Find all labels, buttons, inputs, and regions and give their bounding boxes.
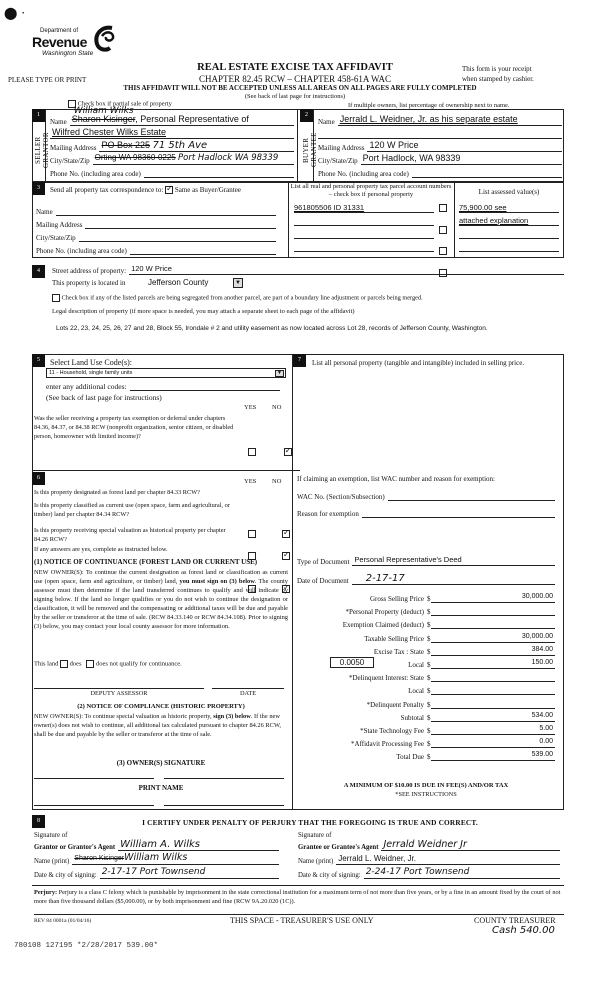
street-address-value: 120 W Price bbox=[129, 263, 564, 275]
buyer-phone-field[interactable] bbox=[318, 167, 562, 178]
currency-symbol: $ bbox=[427, 621, 431, 630]
county-select[interactable]: Jefferson County bbox=[148, 278, 209, 287]
land-use-select[interactable] bbox=[46, 368, 286, 378]
buyer-side-label: BUYER GRANTEE bbox=[302, 132, 318, 168]
amount-row[interactable] bbox=[297, 737, 555, 748]
amount-value: 150.00 bbox=[431, 657, 556, 669]
currency-symbol: $ bbox=[427, 753, 431, 762]
grantor-name-handwritten: William Wilks bbox=[124, 852, 188, 863]
owner-signature-line-1[interactable] bbox=[34, 778, 154, 779]
amount-label: Taxable Selling Price bbox=[364, 634, 424, 643]
currency-symbol: $ bbox=[427, 674, 431, 683]
assessed-value[interactable] bbox=[459, 242, 559, 252]
assessor-date-label: DATE bbox=[239, 690, 257, 697]
assessed-value[interactable]: 75,900.00 see bbox=[459, 203, 559, 213]
land-use-label: Select Land Use Code(s): bbox=[50, 358, 132, 367]
amount-label: *Delinquent Interest: State bbox=[348, 674, 424, 683]
correspondence-name-field[interactable]: Name bbox=[36, 206, 276, 216]
s6-yes-header: YES bbox=[244, 478, 257, 485]
s6-no-header: NO bbox=[272, 478, 282, 485]
amount-row[interactable] bbox=[297, 592, 555, 603]
correspondence-phone-field[interactable]: Phone No. (including area code) bbox=[36, 245, 276, 255]
notice-compliance-title: (2) NOTICE OF COMPLIANCE (HISTORIC PROPERTY) bbox=[77, 703, 245, 710]
amount-row[interactable] bbox=[297, 605, 555, 616]
exemption-reason-field[interactable]: Reason for exemption bbox=[297, 508, 555, 518]
owner-signature-line-2[interactable] bbox=[164, 778, 284, 779]
amount-row[interactable] bbox=[297, 632, 555, 643]
exemption-intro: If claiming an exemption, list WAC number and reason for exemption: bbox=[297, 475, 495, 483]
seller-name-rest: , Personal Representative of bbox=[135, 114, 249, 124]
amount-label: Local bbox=[408, 687, 424, 696]
wac-field[interactable]: WAC No. (Section/Subsection) bbox=[297, 491, 555, 501]
currency-symbol: $ bbox=[427, 700, 431, 709]
legal-description-label: Legal description of property (if more space is needed, you may attach a separate sheet to each page of the affidavit) bbox=[52, 308, 355, 315]
document-date-value: 2-17-17 bbox=[352, 573, 555, 585]
amount-value: 30,000.00 bbox=[431, 631, 556, 643]
personal-property-checkbox[interactable] bbox=[439, 247, 447, 255]
document-type-value: Personal Representative's Deed bbox=[352, 554, 555, 566]
personal-property-checkbox[interactable] bbox=[439, 204, 447, 212]
buyer-mailing-label: Mailing Address bbox=[318, 144, 365, 152]
parcel-number[interactable] bbox=[294, 216, 434, 226]
grantee-signature-field[interactable]: Grantee or Grantee's Agent Jerrald Weidner Jr bbox=[298, 838, 560, 851]
seller-name-line2[interactable]: Wilfred Chester Wilks Estate bbox=[50, 127, 294, 139]
if-yes-note: If any answers are yes, complete as instructed below. bbox=[34, 546, 168, 553]
currency-symbol: $ bbox=[427, 740, 431, 749]
exemption-question: Was the seller receiving a property tax exemption or deferral under chapters 84.36, 84.37, or 84.38 RCW (nonprofit organization, senior citizen, or disabled person, homeowner with limited income)? bbox=[34, 415, 234, 440]
currency-symbol: $ bbox=[427, 713, 431, 722]
form-title: REAL ESTATE EXCISE TAX AFFIDAVIT bbox=[197, 62, 393, 73]
partial-sale-label: Check box if partial sale of property bbox=[77, 100, 172, 108]
seller-phone-label: Phone No. (including area code) bbox=[50, 170, 141, 178]
currency-symbol: $ bbox=[427, 608, 431, 617]
segregated-row: Check box if any of the listed parcels are being segregated from another parcel, are part of a boundary line adjustment or parcels being merged. bbox=[52, 294, 423, 302]
notice-continuance-body: NEW OWNER(S): To continue the current designation as forest land or classification as current use (open space, farm and agriculture, or timber) land, you must sign on (3) below. The county assessor must then determine if the land transferred continues to qualify and will indicate by signing below. If the land no longer qualifies or you do not wish to continue the designation or classification, it will be removed and the compensating or additional taxes will be due and payable by the seller or transferor at the time of sale. (RCW 84.33.140 or RCW 84.34.108). Prior to signing (3) below, you may contact your local county assessor for more information. bbox=[34, 569, 288, 630]
section-5-badge: 5 bbox=[32, 354, 45, 367]
land-use-selected: 11 - Household, single family units bbox=[49, 370, 133, 376]
section-8-badge: 8 bbox=[32, 815, 45, 828]
continuance-row: This land does does not qualify for continuance. bbox=[34, 660, 182, 668]
dor-swoosh-icon bbox=[92, 24, 118, 52]
see-instructions-note: *SEE INSTRUCTIONS bbox=[395, 791, 457, 798]
amount-value bbox=[431, 681, 556, 682]
buyer-mailing-field[interactable] bbox=[318, 140, 562, 152]
assessed-header: List assessed value(s) bbox=[478, 188, 540, 196]
amount-label: *State Technology Fee bbox=[360, 727, 424, 735]
buyer-name-line2[interactable] bbox=[318, 127, 562, 139]
exemption-no-checkbox[interactable] bbox=[284, 448, 292, 456]
dor-logo bbox=[32, 24, 132, 64]
parcel-number[interactable]: 961805506 ID 31331 bbox=[294, 203, 434, 213]
grantee-signature: Jerrald Weidner Jr bbox=[381, 839, 560, 851]
question-text: Is this property classified as current use (open space, farm and agricultural, or timber) land per chapter 84.34 RCW? bbox=[34, 502, 230, 518]
deputy-assessor-label: DEPUTY ASSESSOR bbox=[90, 690, 148, 697]
amount-value: 539.00 bbox=[431, 749, 556, 761]
section-2-badge: 2 bbox=[300, 109, 313, 122]
county-dropdown-icon[interactable]: ▼ bbox=[233, 278, 243, 288]
additional-codes-field[interactable]: enter any additional codes: bbox=[46, 381, 280, 391]
question-yes-checkbox[interactable] bbox=[248, 530, 256, 538]
notice-continuance-title: (1) NOTICE OF CONTINUANCE (FOREST LAND OR CURRENT USE) bbox=[34, 558, 258, 566]
section-1-badge: 1 bbox=[32, 109, 45, 122]
correspondence-city-field[interactable]: City/State/Zip bbox=[36, 232, 276, 242]
assessed-value[interactable] bbox=[459, 229, 559, 239]
amount-value: 5.00 bbox=[431, 723, 556, 735]
multiple-owners-note: If multiple owners, list percentage of ownership next to name. bbox=[348, 102, 510, 109]
form-number: REV 84 0001a (01/04/16) bbox=[34, 918, 92, 924]
amount-value bbox=[431, 615, 556, 616]
grantee-name-value: Jerrald L. Weidner, Jr. bbox=[336, 853, 560, 865]
amount-label: Excise Tax : State bbox=[373, 647, 424, 656]
receipt-note-1: This form is your receipt bbox=[462, 65, 532, 73]
buyer-name-label: Name bbox=[318, 118, 335, 126]
amount-row[interactable] bbox=[297, 671, 555, 682]
currency-symbol: $ bbox=[427, 687, 431, 696]
amount-label: *Personal Property (deduct) bbox=[345, 608, 424, 617]
amount-row[interactable] bbox=[297, 750, 555, 761]
question-no-checkbox[interactable] bbox=[282, 552, 290, 560]
receipt-note-2: when stamped by cashier. bbox=[462, 75, 534, 83]
section-3-badge: 3 bbox=[32, 182, 45, 195]
amount-value: 534.00 bbox=[431, 710, 556, 722]
correspondence-row: Send all property tax correspondence to: ✓ Same as Buyer/Grantee bbox=[50, 186, 241, 194]
certification-statement: I CERTIFY UNDER PENALTY OF PERJURY THAT THE FOREGOING IS TRUE AND CORRECT. bbox=[142, 818, 478, 827]
receipt-stamp: 780108 127195 *2/28/2017 539.00* bbox=[14, 942, 159, 950]
logo-line1: Department of bbox=[40, 28, 79, 34]
grantee-date-value: 2-24-17 Port Townsend bbox=[364, 867, 560, 879]
land-use-see-back: (See back of last page for instructions) bbox=[46, 393, 162, 402]
buyer-name-field[interactable] bbox=[318, 112, 562, 126]
buyer-mailing-value: 120 W Price bbox=[367, 140, 562, 152]
seller-city-field[interactable]: City/State/Zip Orting WA 98360-0225 Port Hadlock WA 98339 bbox=[50, 153, 294, 165]
scan-mark: ⬤ · bbox=[4, 6, 26, 20]
amount-label: Exemption Claimed (deduct) bbox=[342, 621, 424, 630]
amount-value bbox=[431, 708, 556, 709]
section-4-badge: 4 bbox=[32, 265, 45, 278]
seller-name-handwritten: William Wilks bbox=[73, 106, 134, 116]
parties-divider bbox=[297, 109, 298, 182]
buyer-city-label: City/State/Zip bbox=[318, 157, 358, 165]
exemption-yes-checkbox[interactable] bbox=[248, 448, 256, 456]
street-address-field[interactable]: Street address of property: 120 W Price bbox=[52, 264, 564, 275]
seller-side-label: SELLER GRANTOR bbox=[34, 132, 50, 168]
completion-warning: THIS AFFIDAVIT WILL NOT BE ACCEPTED UNLESS ALL AREAS ON ALL PAGES ARE FULLY COMPLETED bbox=[123, 84, 477, 92]
parcel-number[interactable] bbox=[294, 242, 434, 252]
buyer-phone-label: Phone No. (including area code) bbox=[318, 170, 409, 178]
amount-row[interactable] bbox=[297, 684, 555, 695]
seller-mailing-handwritten: 71 5th Ave bbox=[152, 140, 208, 151]
amount-label: *Affidavit Processing Fee bbox=[351, 740, 424, 749]
notice-compliance-body: NEW OWNER(S): To continue special valuation as historic property, sign (3) below. If the new owner(s) does not wish to continue, all additional tax calculated pursuant to chapter 84.26 RCW, shall be due and payable by the seller or transferor at the time of sale. bbox=[34, 713, 281, 738]
county-label: This property is located in bbox=[52, 279, 126, 287]
see-back-note: (See back of last page for instructions) bbox=[244, 93, 346, 100]
amount-value: 0.00 bbox=[431, 736, 556, 748]
section-7-badge: 7 bbox=[293, 354, 306, 367]
cash-note: Cash 540.00 bbox=[492, 925, 555, 936]
assessed-value[interactable]: attached explanation bbox=[459, 216, 559, 226]
parcel-number[interactable] bbox=[294, 229, 434, 239]
seller-mailing-field[interactable]: Mailing Address PO Box 225 71 5th Ave bbox=[50, 140, 294, 152]
same-as-buyer-checkbox[interactable] bbox=[165, 186, 173, 194]
owner-print-line-2[interactable] bbox=[164, 805, 284, 806]
buyer-city-field[interactable] bbox=[318, 153, 562, 165]
amount-row[interactable] bbox=[297, 645, 555, 656]
grantor-date-value: 2-17-17 Port Townsend bbox=[100, 867, 279, 879]
owner-print-line-1[interactable] bbox=[34, 805, 154, 806]
buyer-name-value: Jerrald L. Weidner, Jr. as his separate estate bbox=[338, 114, 562, 126]
grantor-date-field[interactable]: Date & city of signing: 2-17-17 Port Townsend bbox=[34, 867, 279, 879]
amount-row[interactable] bbox=[297, 618, 555, 629]
correspondence-mailing-field[interactable]: Mailing Address bbox=[36, 219, 276, 229]
seller-name-struck: Sharon Kisinger bbox=[71, 114, 136, 124]
does-qualify-checkbox[interactable] bbox=[60, 660, 68, 668]
question-text: Is this property designated as forest land per chapter 84.33 RCW? bbox=[34, 489, 200, 496]
form-chapters: CHAPTER 82.45 RCW – CHAPTER 458-61A WAC bbox=[199, 74, 391, 84]
amount-label: Local bbox=[408, 661, 424, 669]
minimum-due-note: A MINIMUM OF $10.00 IS DUE IN FEE(S) AND/OR TAX bbox=[343, 782, 509, 789]
owner-signature-label: (3) OWNER(S) SIGNATURE bbox=[116, 759, 206, 767]
no-header: NO bbox=[272, 404, 282, 411]
amount-value: 30,000.00 bbox=[431, 591, 556, 603]
currency-symbol: $ bbox=[427, 647, 431, 656]
amount-label: Total Due bbox=[396, 753, 424, 762]
please-type-label: PLEASE TYPE OR PRINT bbox=[8, 76, 87, 84]
seller-name-field[interactable] bbox=[50, 106, 294, 126]
does-not-qualify-checkbox[interactable] bbox=[86, 660, 94, 668]
legal-description-value[interactable]: Lots 22, 23, 24, 25, 26, 27 and 28, Block 55, Irondale # 2 and utility easement as now located across Lot 28, records of Jefferson County, Washington. bbox=[56, 325, 488, 332]
parcels-header: List all real and personal property tax parcel account numbers – check box if personal property bbox=[290, 183, 452, 198]
buyer-city-value: Port Hadlock, WA 98339 bbox=[361, 153, 562, 165]
seller-city-handwritten: Port Hadlock WA 98339 bbox=[178, 153, 279, 163]
amount-row[interactable] bbox=[297, 698, 555, 709]
perjury-notice: Perjury: Perjury is a class C felony which is punishable by imprisonment in the state correctional institution for a maximum term of not more than five years, or by a fine in an amount fixed by the court of not more than five thousand dollars ($5,000.00), or by both imprisonment and fine (RCW 9A.20.020 (1C)). bbox=[34, 889, 561, 905]
yes-header: YES bbox=[244, 404, 257, 411]
local-rate-box[interactable]: 0.0050 bbox=[330, 657, 374, 668]
grantee-date-field[interactable]: Date & city of signing: 2-24-17 Port Townsend bbox=[298, 867, 560, 879]
amount-row[interactable] bbox=[297, 724, 555, 735]
currency-symbol: $ bbox=[427, 661, 431, 669]
grantor-name-field[interactable]: Name (print) Sharon KisingerWilliam Wilks bbox=[34, 853, 279, 865]
amount-label: Gross Selling Price bbox=[369, 595, 424, 603]
personal-property-checkbox[interactable] bbox=[439, 226, 447, 234]
amount-value bbox=[431, 628, 556, 629]
segregated-checkbox[interactable] bbox=[52, 294, 60, 302]
grantor-signature-field[interactable]: Grantor or Grantor's Agent William A. Wilks bbox=[34, 838, 279, 851]
amount-row[interactable] bbox=[297, 658, 555, 669]
amount-value: 384.00 bbox=[431, 644, 556, 656]
treasurer-use-label: THIS SPACE - TREASURER'S USE ONLY bbox=[230, 916, 374, 925]
currency-symbol: $ bbox=[427, 595, 431, 603]
question-no-checkbox[interactable] bbox=[282, 530, 290, 538]
seller-city-label: City/State/Zip bbox=[50, 157, 90, 165]
seller-mailing-label: Mailing Address bbox=[50, 144, 97, 152]
county-treasurer-label: COUNTY TREASURER bbox=[474, 916, 556, 925]
amount-row[interactable] bbox=[297, 711, 555, 722]
personal-property-label: List all personal property (tangible and intangible) included in selling price. bbox=[312, 359, 525, 367]
seller-phone-field[interactable] bbox=[50, 167, 294, 178]
logo-line2: Revenue bbox=[32, 34, 87, 50]
currency-symbol: $ bbox=[427, 634, 431, 643]
amount-label: Subtotal bbox=[400, 713, 424, 722]
assessor-date-line[interactable] bbox=[212, 688, 284, 689]
grantee-name-field[interactable]: Name (print) Jerrald L. Weidner, Jr. bbox=[298, 853, 560, 865]
document-date-field[interactable]: Date of Document 2-17-17 bbox=[297, 573, 555, 585]
land-use-dropdown-icon[interactable]: ▼ bbox=[275, 370, 284, 377]
document-type-field[interactable]: Type of Document Personal Representative's Deed bbox=[297, 555, 555, 566]
logo-line3: Washington State bbox=[42, 50, 94, 57]
amount-value bbox=[431, 694, 556, 695]
seller-name-label: Name bbox=[50, 118, 67, 126]
grantee-signature-label-1: Signature of bbox=[298, 832, 332, 839]
section-6-badge: 6 bbox=[32, 472, 45, 485]
question-text: Is this property receiving special valuation as historical property per chapter 84.26 RCW? bbox=[34, 527, 226, 543]
print-name-label: PRINT NAME bbox=[138, 784, 184, 792]
grantor-signature-label-1: Signature of bbox=[34, 832, 68, 839]
assessor-signature-line[interactable] bbox=[34, 688, 204, 689]
amount-label: *Delinquent Penalty bbox=[366, 700, 424, 709]
grantor-signature: William A. Wilks bbox=[118, 839, 279, 851]
currency-symbol: $ bbox=[427, 727, 431, 735]
